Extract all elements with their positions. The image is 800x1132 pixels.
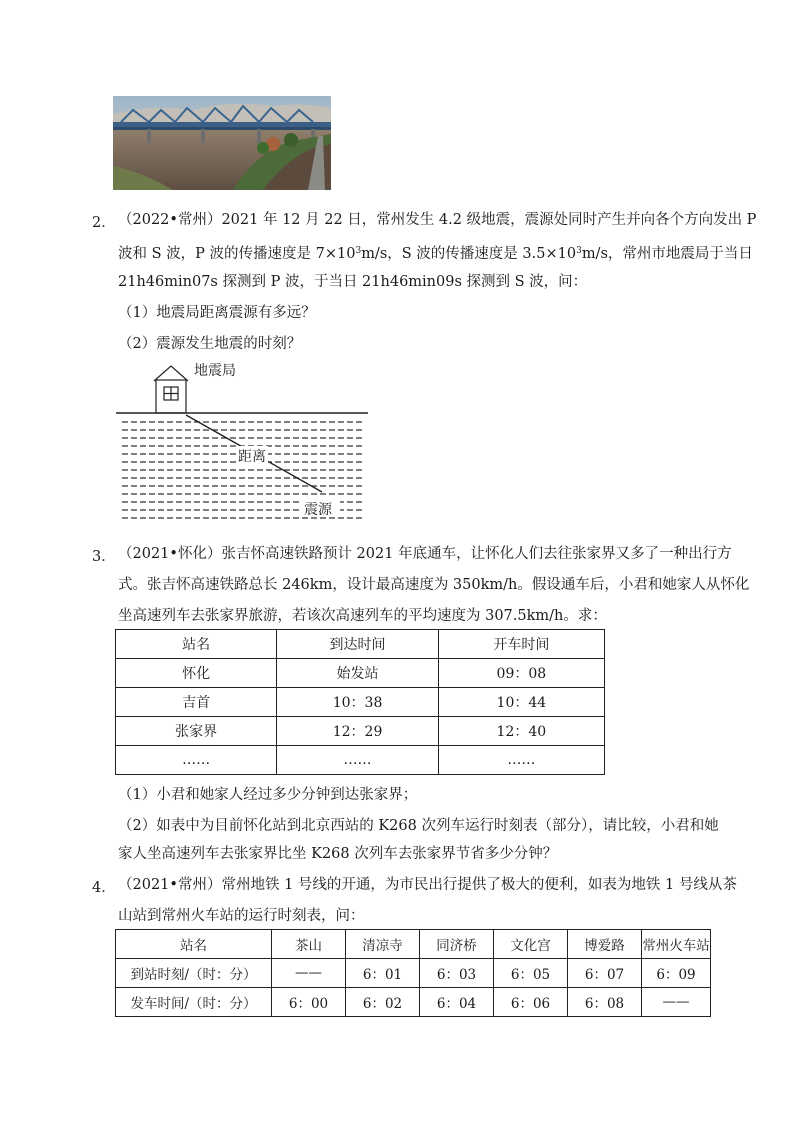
sub-question: （1）地震局距离震源有多远？ <box>118 305 316 321</box>
table-cell: …… <box>277 746 438 775</box>
table-cell: 6：00 <box>272 988 346 1017</box>
question-number: 4． <box>92 880 116 896</box>
table-cell: 6：08 <box>568 988 642 1017</box>
table-cell: 发车时间/（时：分） <box>116 988 272 1017</box>
table-cell: 6：09 <box>642 959 711 988</box>
question-text: 式。张吉怀高速铁路总长 246km，设计最高速度为 350km/h。假设通车后，小君和她家人从怀化 <box>118 577 750 593</box>
table-row <box>116 717 605 746</box>
sub-question: （1）小君和她家人经过多少分钟到达张家界； <box>118 787 418 803</box>
table-cell: 6：04 <box>420 988 494 1017</box>
table-cell: 12：29 <box>277 717 438 746</box>
table-cell: 怀化 <box>116 659 277 688</box>
table-cell: 12：40 <box>438 717 604 746</box>
source-label: 震源 <box>304 502 332 518</box>
table-cell: 张家界 <box>116 717 277 746</box>
table-header-cell: 站名 <box>116 630 277 659</box>
table-cell: 6：03 <box>420 959 494 988</box>
table-row <box>116 659 605 688</box>
question-number: 3． <box>92 549 116 565</box>
table-cell: 6：02 <box>346 988 420 1017</box>
question-text: （2021•常州）常州地铁 1 号线的开通，为市民出行提供了极大的便利，如表为地铁 1 号线从茶 <box>118 877 737 893</box>
question-text: 21h46min07s 探测到 P 波，于当日 21h46min09s 探测到 S 波，问： <box>118 274 588 290</box>
distance-label: 距离 <box>238 449 266 465</box>
sub-question: （2）震源发生地震的时刻？ <box>118 336 302 352</box>
train-timetable <box>115 629 605 775</box>
question-text: 山站到常州火车站的运行时刻表，问： <box>118 908 365 924</box>
table-row <box>116 688 605 717</box>
table-header-cell: 常州火车站 <box>642 930 711 959</box>
metro-timetable <box>115 929 711 1017</box>
question-number: 2． <box>92 215 116 231</box>
table-row <box>116 988 711 1017</box>
table-row <box>116 746 605 775</box>
table-cell: 吉首 <box>116 688 277 717</box>
table-header-cell: 博爱路 <box>568 930 642 959</box>
table-cell: 10：38 <box>277 688 438 717</box>
table-header-row <box>116 930 711 959</box>
table-header-cell: 同济桥 <box>420 930 494 959</box>
question-text: 坐高速列车去张家界旅游，若该次高速列车的平均速度为 307.5km/h。求： <box>118 608 607 624</box>
table-cell: 始发站 <box>277 659 438 688</box>
table-header-cell: 开车时间 <box>438 630 604 659</box>
table-cell: 6：07 <box>568 959 642 988</box>
table-cell: 6：05 <box>494 959 568 988</box>
table-cell: 10：44 <box>438 688 604 717</box>
table-cell: 6：01 <box>346 959 420 988</box>
table-cell: …… <box>438 746 604 775</box>
sub-question: （2）如表中为目前怀化站到北京西站的 K268 次列车运行时刻表（部分），请比较，小君和她 <box>118 818 719 834</box>
table-cell: 6：06 <box>494 988 568 1017</box>
table-row <box>116 959 711 988</box>
table-header-cell: 清凉寺 <box>346 930 420 959</box>
earthquake-diagram <box>114 360 374 522</box>
question-text: 波和 S 波，P 波的传播速度是 $7\times 10^3m/s$，S 波的传播速度是 $3.5\times 10^3m/s$，常州市地震局于当日 <box>118 246 753 262</box>
table-cell: —— <box>642 988 711 1017</box>
table-header-cell: 茶山 <box>272 930 346 959</box>
question-text: （2022•常州）2021 年 12 月 22 日，常州发生 4.2 级地震，震源处同时产生并向各个方向发出 P <box>118 212 757 228</box>
sub-question: 家人坐高速列车去张家界比坐 K268 次列车去张家界节省多少分钟？ <box>118 846 558 862</box>
table-header-cell: 到达时间 <box>277 630 438 659</box>
table-cell: 到站时刻/（时：分） <box>116 959 272 988</box>
bridge-photo <box>113 96 331 190</box>
table-cell: 09：08 <box>438 659 604 688</box>
table-header-cell: 站名 <box>116 930 272 959</box>
building-label: 地震局 <box>194 363 236 379</box>
table-cell: …… <box>116 746 277 775</box>
table-header-row <box>116 630 605 659</box>
question-text: （2021•怀化）张吉怀高速铁路预计 2021 年底通车，让怀化人们去往张家界又多了一种出行方 <box>118 546 732 562</box>
table-cell: —— <box>272 959 346 988</box>
table-header-cell: 文化宫 <box>494 930 568 959</box>
